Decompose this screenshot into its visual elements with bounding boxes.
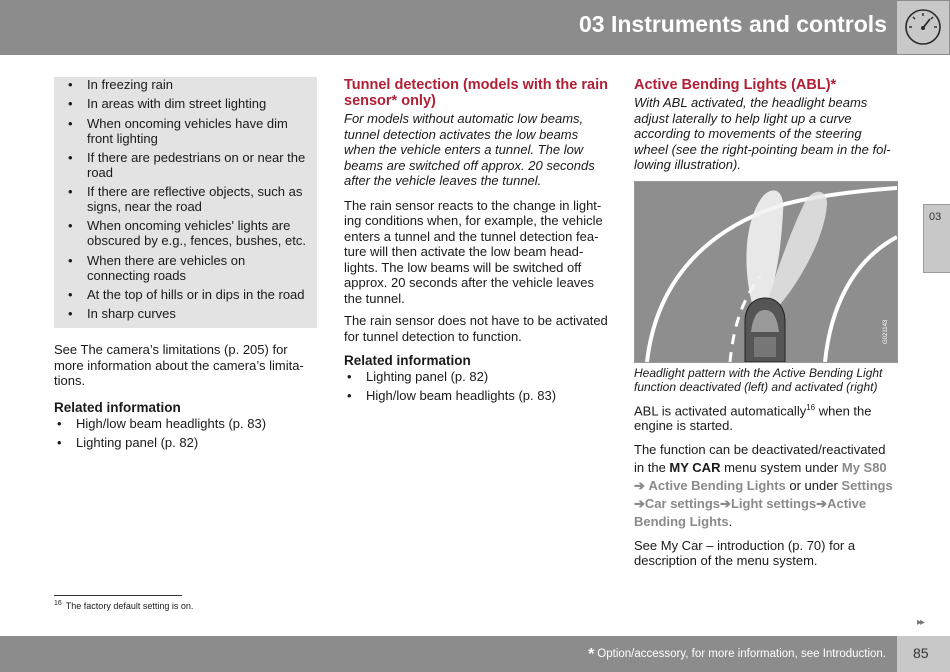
- related-heading-1: Related information: [54, 399, 181, 415]
- page-number: 85: [913, 645, 929, 661]
- double-arrow-right-icon[interactable]: ▸▸: [917, 617, 924, 628]
- abl-intro: With ABL activated, the headlight beams adjust laterally to help light up a curve according to movements of the steering wheel (see the right-pointing beam in the fol-lowing illustration).: [634, 95, 891, 172]
- header-icon-box: [897, 1, 949, 54]
- column-2: [344, 77, 609, 408]
- tunnel-intro: For models without automatic low beams, tunnel detection activates the low beams when the vehicle enters a tunnel. The low beams are switched off approx. 20 seconds after the vehicle leaves the tunnel.: [344, 111, 595, 188]
- option-note-text: Option/accessory, for more information, see Introduction.: [597, 648, 886, 660]
- conditions-list: [54, 77, 317, 321]
- or-under-text: or under: [785, 477, 842, 493]
- list-item: • When oncoming vehicles' lights are obscured by e.g., fences, bushes, etc.: [65, 218, 309, 248]
- footnote-text: The factory default setting is on.: [65, 601, 194, 611]
- conditions-box: [54, 77, 317, 328]
- column-1: [54, 342, 316, 454]
- footnote-rule: [54, 595, 182, 596]
- headlight-pattern-graphic: [635, 182, 897, 362]
- arrow-right-icon: ➔: [634, 477, 645, 493]
- list-item: • When oncoming vehicles have dim front lighting: [65, 116, 309, 146]
- page-footer: [0, 636, 950, 672]
- arrow-right-icon: ➔: [720, 495, 731, 511]
- related-link[interactable]: • Lighting panel (p. 82): [344, 369, 609, 384]
- func-prefix: The function can be deactivated/reactivated in the: [634, 441, 886, 475]
- period: .: [728, 513, 733, 529]
- related-list-2: [344, 369, 609, 403]
- list-item: • At the top of hills or in dips in the road: [65, 287, 309, 302]
- arrow-right-icon: ➔: [816, 495, 828, 511]
- footnote: [54, 600, 193, 611]
- list-item: • In freezing rain: [65, 77, 309, 92]
- related-link[interactable]: • Lighting panel (p. 82): [54, 435, 316, 450]
- list-item: • If there are pedestrians on or near the road: [65, 150, 309, 180]
- chapter-tab-label: 03: [929, 211, 942, 223]
- menu-active-bending: Active Bending Lights: [648, 477, 786, 493]
- footnote-number: 16: [54, 600, 62, 607]
- menu-my-s80: My S80: [841, 459, 887, 475]
- tunnel-para-1: The rain sensor reacts to the change in light-ing conditions when, for example, the vehicle enters a tunnel and the tunnel detection fea-ture will then activate the low beam head-lights. The low beams will be switched off approx. 20 seconds after the vehicle leaves the tunnel.: [344, 197, 603, 306]
- headlight-illustration: [634, 181, 898, 363]
- image-code: G021143: [883, 319, 889, 344]
- camera-limitations-text: See The camera’s limitations (p. 205) for more information about the camera’s limita-tions.: [54, 342, 304, 388]
- column-3: [634, 77, 896, 576]
- footnote-ref[interactable]: 16: [806, 402, 816, 412]
- list-item: • When there are vehicles on connecting roads: [65, 253, 309, 283]
- list-item: • In areas with dim street lighting: [65, 96, 309, 111]
- abl-auto-span: ABL is activated automatically: [634, 402, 807, 418]
- list-item: • In sharp curves: [65, 306, 309, 321]
- illustration-caption: Headlight pattern with the Active Bending Light function deactivated (left) and activated (right): [634, 365, 883, 394]
- menu-settings: Settings: [841, 477, 893, 493]
- related-heading-2: Related information: [344, 353, 471, 368]
- abl-auto-span-2: when the engine is started.: [634, 402, 872, 434]
- menu-light-settings: Light settings: [730, 495, 817, 511]
- related-link[interactable]: • High/low beam headlights (p. 83): [54, 416, 316, 431]
- chapter-title: 03 Instruments and controls: [578, 11, 887, 37]
- menu-path-text: [634, 441, 896, 531]
- related-link[interactable]: • High/low beam headlights (p. 83): [344, 388, 609, 403]
- list-item: • If there are reflective objects, such as signs, near the road: [65, 184, 309, 214]
- menu-car-settings: Car settings: [644, 495, 721, 511]
- page-number-box: [897, 636, 950, 672]
- arrow-right-icon: ➔: [634, 495, 645, 511]
- page-header: [0, 0, 950, 55]
- abl-auto-text: [634, 400, 896, 434]
- asterisk: *: [588, 646, 595, 663]
- abl-heading: Active Bending Lights (ABL)*: [634, 77, 837, 93]
- chapter-tab[interactable]: [923, 204, 950, 273]
- related-list-1: [54, 416, 316, 450]
- option-note: [588, 646, 886, 664]
- tunnel-para-2: The rain sensor does not have to be activated for tunnel detection to function.: [344, 313, 608, 344]
- my-car-label: MY CAR: [669, 459, 721, 475]
- speedometer-gauge-icon: [903, 7, 943, 47]
- my-car-intro-text: See My Car – introduction (p. 70) for a description of the menu system.: [634, 537, 856, 569]
- tunnel-detection-heading: Tunnel detection (models with the rain sensor* only): [344, 77, 608, 109]
- menu-under-text: menu system under: [720, 459, 842, 475]
- menu-active-bending-lights: Active Bending Lights: [634, 495, 867, 529]
